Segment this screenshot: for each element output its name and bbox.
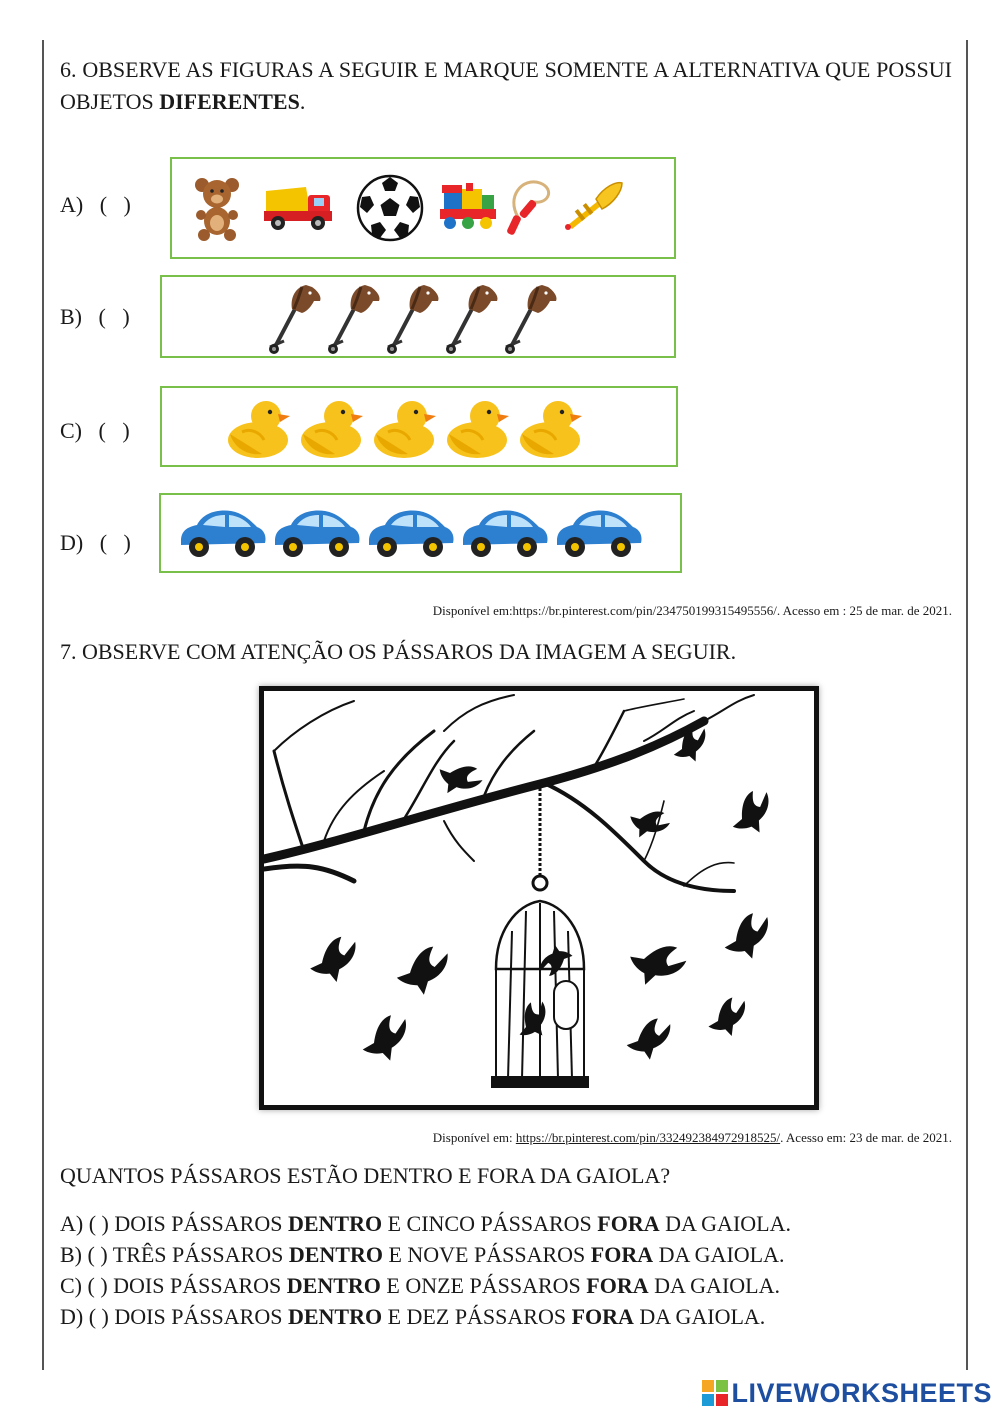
rubber-duck-icon — [228, 401, 290, 458]
hobby-horse-icon — [387, 285, 439, 354]
q7-credit-link[interactable]: https://br.pinterest.com/pin/332492384972918525/ — [515, 1130, 781, 1145]
hobby-horse-icon — [446, 285, 498, 354]
jump-rope-icon — [506, 182, 548, 236]
hobby-horse-icon — [505, 285, 557, 354]
option-a-image — [170, 157, 676, 259]
blue-car-icon — [275, 511, 360, 557]
hobby-horse-icon — [328, 285, 380, 354]
birds-cage-image — [259, 686, 819, 1110]
answer-a[interactable]: A) ( ) DOIS PÁSSAROS DENTRO E CINCO PÁSSAROS FORA DA GAIOLA. — [60, 1211, 791, 1236]
cage — [492, 783, 588, 1087]
answer-d[interactable]: D) ( ) DOIS PÁSSAROS DENTRO E DEZ PÁSSAROS FORA DA GAIOLA. — [60, 1304, 766, 1329]
blue-car-icon — [181, 511, 266, 557]
logo-text: LIVEWORKSHEETS — [731, 1377, 992, 1408]
option-d-label[interactable]: D) ( ) — [60, 530, 131, 555]
teddy-bear-icon — [195, 178, 239, 241]
answer-b[interactable]: B) ( ) TRÊS PÁSSAROS DENTRO E NOVE PÁSSAROS FORA DA GAIOLA. — [60, 1242, 785, 1267]
rubber-duck-icon — [374, 401, 436, 458]
rubber-duck-icon — [301, 401, 363, 458]
question-7-prompt: QUANTOS PÁSSAROS ESTÃO DENTRO E FORA DA GAIOLA? — [60, 1163, 671, 1188]
tree-branch — [264, 695, 754, 891]
rubber-duck-icon — [520, 401, 582, 458]
option-c-label[interactable]: C) ( ) — [60, 418, 130, 443]
option-d-image — [159, 493, 682, 573]
blue-car-icon — [463, 511, 548, 557]
question-7-title: 7. OBSERVE COM ATENÇÃO OS PÁSSAROS DA IMAGEM A SEGUIR. — [60, 639, 737, 664]
birds — [303, 722, 783, 1070]
rubber-duck-icon — [447, 401, 509, 458]
trumpet-icon — [565, 183, 622, 230]
answer-list — [60, 1208, 791, 1332]
soccer-ball-icon — [358, 176, 422, 240]
option-b-image — [160, 275, 676, 358]
toy-truck-icon — [264, 187, 332, 230]
left-margin-line — [42, 40, 44, 1370]
question-6-text: 6. OBSERVE AS FIGURAS A SEGUIR E MARQUE SOMENTE A ALTERNATIVA QUE POSSUI OBJETOS DIFERENTES. — [60, 57, 952, 114]
answer-c[interactable]: C) ( ) DOIS PÁSSAROS DENTRO E ONZE PÁSSAROS FORA DA GAIOLA. — [60, 1273, 780, 1298]
q6-credit: Disponível em:https://br.pinterest.com/pin/234750199315495556/. Acesso em : 25 de mar. de 2021. — [432, 603, 952, 618]
option-b-label[interactable]: B) ( ) — [60, 304, 130, 329]
blue-car-icon — [557, 511, 642, 557]
logo-squares-icon — [702, 1380, 728, 1406]
liveworksheets-logo — [702, 1378, 992, 1408]
toy-train-icon — [440, 183, 496, 229]
option-a-label[interactable]: A) ( ) — [60, 192, 131, 217]
option-c-image — [160, 386, 678, 467]
right-margin-line — [966, 40, 968, 1370]
q7-credit: Disponível em: https://br.pinterest.com/pin/332492384972918525/. Acesso em: 23 de mar. de 2021. — [432, 1130, 952, 1145]
blue-car-icon — [369, 511, 454, 557]
hobby-horse-icon — [269, 285, 321, 354]
